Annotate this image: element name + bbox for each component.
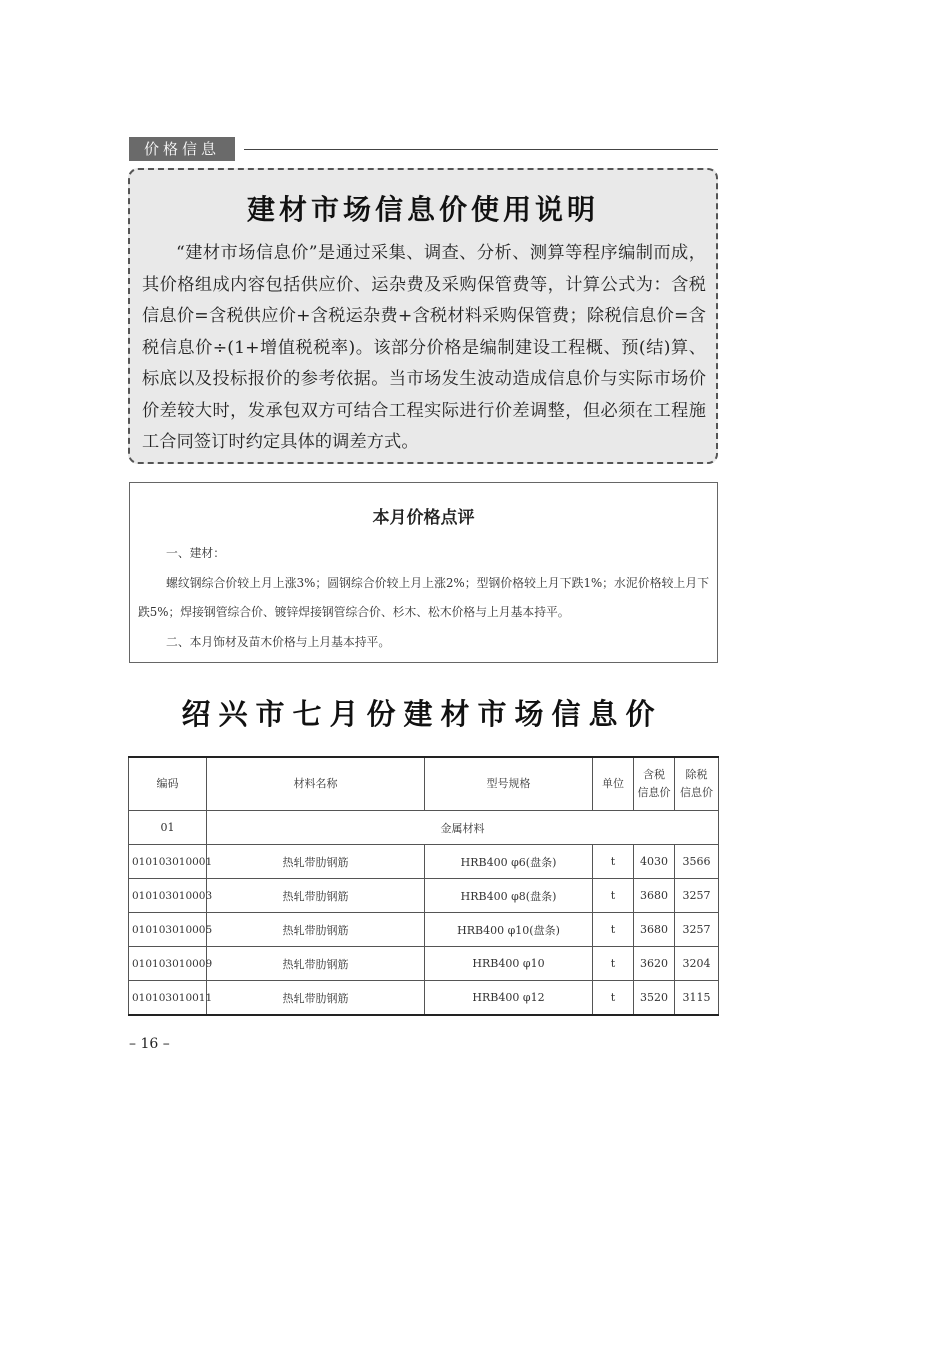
cell-unit: t [593,947,634,981]
cell-name: 热轧带肋钢筋 [207,845,425,879]
section-divider [244,149,718,150]
cell-name: 热轧带肋钢筋 [207,947,425,981]
header-unit: 单位 [593,757,634,811]
review-line: 螺纹钢综合价较上月上涨3%；圆钢综合价较上月上涨2%；型钢价格较上月下跌1%；水泥价格较上月下跌5%；焊接钢管综合价、镀锌焊接钢管综合价、杉木、松木价格与上月基本持平。 [138,575,709,619]
usage-notes-body: “建材市场信息价”是通过采集、调查、分析、测算等程序编制而成，其价格组成内容包括供应价、运杂费及采购保管费等，计算公式为：含税信息价=含税供应价+含税运杂费+含税材料采购保管费；除税信息价=含税信息价÷(1+增值税税率)。该部分价格是编制建设工程概、预(结)算、标底以及投标报价的参考依据。当市场发生波动造成信息价与实际市场价价差较大时，发承包双方可结合工程实际进行价差调整，但必须在工程施工合同签订时约定具体的调差方式。 [142,243,706,452]
header-code: 编码 [129,757,207,811]
page-number: – 16 – [129,1036,170,1052]
table-row [129,879,719,913]
table-row [129,947,719,981]
monthly-review-box [129,482,718,663]
cell-unit: t [593,981,634,1016]
cell-tax-included: 3620 [634,947,675,981]
cell-code: 010103010005 [129,913,207,947]
cell-code: 010103010003 [129,879,207,913]
cell-tax-excluded: 3257 [675,879,719,913]
monthly-review-body [138,539,709,657]
table-row [129,845,719,879]
cell-tax-included: 3520 [634,981,675,1016]
cell-code: 010103010009 [129,947,207,981]
cell-spec: HRB400 φ8(盘条) [425,879,593,913]
monthly-review-title: 本月价格点评 [372,508,475,528]
review-line: 二、本月饰材及苗木价格与上月基本持平。 [166,634,391,649]
cell-tax-included: 4030 [634,845,675,879]
cell-unit: t [593,879,634,913]
usage-notes-title: 建材市场信息价使用说明 [246,193,599,226]
cell-spec: HRB400 φ10(盘条) [425,913,593,947]
section-label: 价格信息 [129,137,235,161]
cell-code: 010103010011 [129,981,207,1016]
cell-tax-excluded: 3566 [675,845,719,879]
cell-tax-excluded: 3204 [675,947,719,981]
cell-name: 热轧带肋钢筋 [207,879,425,913]
cell-tax-excluded: 3115 [675,981,719,1016]
cell-spec: HRB400 φ10 [425,947,593,981]
cell-unit: t [593,913,634,947]
cell-name: 热轧带肋钢筋 [207,981,425,1016]
table-row [129,913,719,947]
header-tax-included: 含税 信息价 [634,757,675,811]
price-list-title: 绍兴市七月份建材市场信息价 [181,697,663,731]
price-table [128,756,719,1016]
header-spec: 型号规格 [425,757,593,811]
cell-code: 010103010001 [129,845,207,879]
cell-name: 热轧带肋钢筋 [207,913,425,947]
table-row [129,981,719,1016]
header-tax-excluded: 除税 信息价 [675,757,719,811]
cell-unit: t [593,845,634,879]
cell-spec: HRB400 φ12 [425,981,593,1016]
category-code: 01 [129,811,207,845]
cell-spec: HRB400 φ6(盘条) [425,845,593,879]
header-name: 材料名称 [207,757,425,811]
cell-tax-included: 3680 [634,913,675,947]
cell-tax-excluded: 3257 [675,913,719,947]
usage-notes-box [128,168,718,464]
category-name: 金属材料 [207,811,719,845]
table-header-row [129,757,719,811]
category-row [129,811,719,845]
review-line: 一、建材： [166,546,225,560]
cell-tax-included: 3680 [634,879,675,913]
